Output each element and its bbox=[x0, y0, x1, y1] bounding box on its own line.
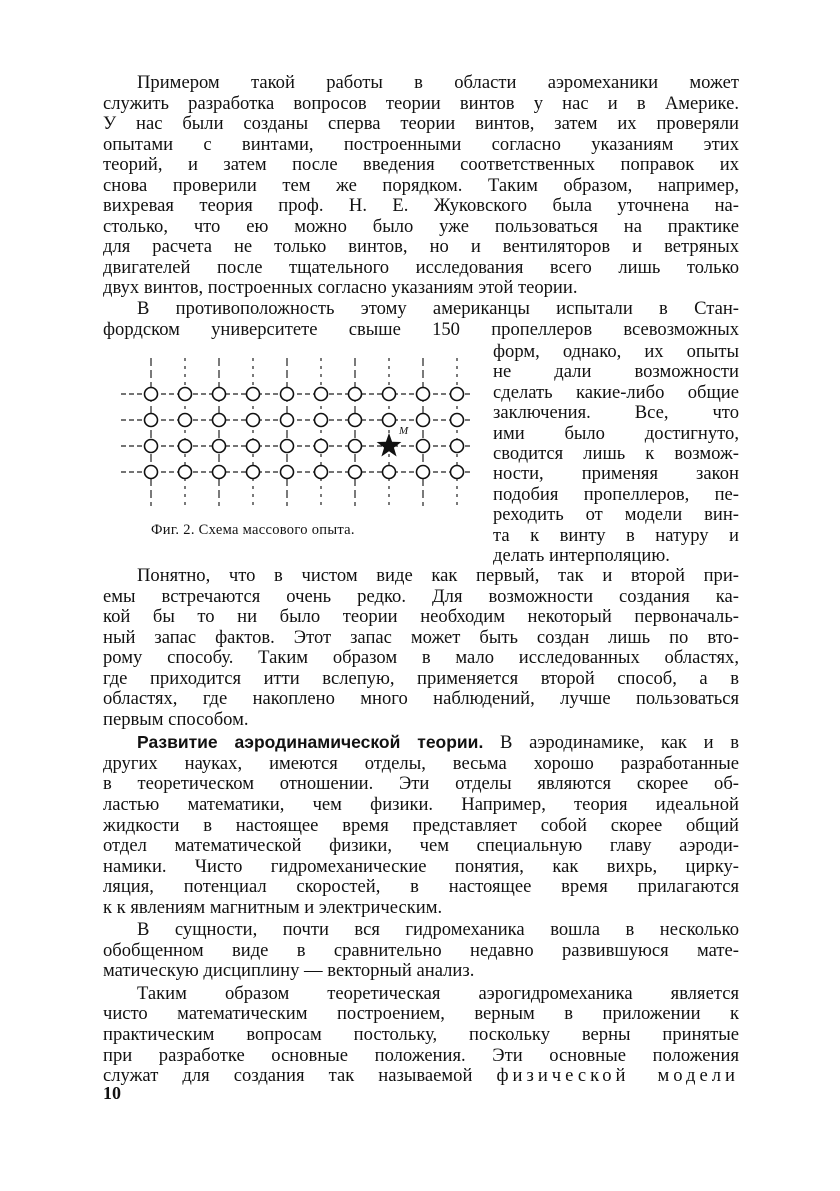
text-line: рому способу. Таким образом в мало исследованных областях, bbox=[103, 647, 739, 669]
grid-point-circle bbox=[349, 414, 362, 427]
text-line: Таким образом теоретическая аэрогидромеханика является bbox=[137, 982, 739, 1004]
grid-point-circle bbox=[179, 466, 192, 479]
paragraph-methods bbox=[103, 566, 739, 1087]
text-line: делать интерполяцию. bbox=[493, 545, 670, 567]
grid-point-circle bbox=[349, 466, 362, 479]
grid-point-circle bbox=[349, 388, 362, 401]
section-heading-line bbox=[103, 732, 739, 754]
text-line: в теоретическом отношении. Эти отделы являются скорее об- bbox=[103, 773, 739, 795]
page-number: 10 bbox=[103, 1083, 121, 1103]
text-line: ный запас фактов. Этот запас может быть создан лишь по вто- bbox=[103, 626, 739, 648]
grid-point-circle bbox=[315, 414, 328, 427]
grid-point-circle bbox=[315, 388, 328, 401]
grid-point-circle bbox=[247, 466, 260, 479]
text-line: опытами с винтами, построенными согласно указаниям этих bbox=[103, 133, 739, 155]
grid-point-circle bbox=[417, 388, 430, 401]
grid-point-circle bbox=[383, 466, 396, 479]
last-line-prefix: служат для создания так называемой bbox=[103, 1065, 473, 1087]
grid-point-circle bbox=[315, 440, 328, 453]
grid-point-circle bbox=[451, 414, 464, 427]
grid-point-circle bbox=[417, 466, 430, 479]
grid-point-circle bbox=[213, 388, 226, 401]
grid-point-circle bbox=[451, 440, 464, 453]
star-marker-icon bbox=[377, 433, 402, 457]
grid-point-circle bbox=[281, 388, 294, 401]
text-line: сделать какие-либо общие bbox=[493, 381, 739, 403]
text-line: В противоположность этому американцы испытали в Стан- bbox=[137, 298, 739, 320]
text-line: емы встречаются очень редко. Для возможности создания ка- bbox=[103, 585, 739, 607]
text-line: для расчета не только винтов, но и вентиляторов и ветряных bbox=[103, 236, 739, 258]
text-line: при разработке основные положения. Эти основные положения bbox=[103, 1044, 739, 1066]
section-first-line: В аэродинамике, как и в bbox=[500, 732, 739, 754]
grid-point-circle bbox=[145, 388, 158, 401]
grid-point-circle bbox=[247, 388, 260, 401]
text-line: где приходится итти вслепую, применяется второй способ, а в bbox=[103, 667, 739, 689]
text-line: жидкости в настоящее время представляет собой скорее общий bbox=[103, 814, 739, 836]
text-line: фордском университете свыше 150 пропеллеров всевозможных bbox=[103, 318, 739, 340]
grid-point-circle bbox=[281, 440, 294, 453]
text-line: других науках, имеются отделы, весьма хорошо разработанные bbox=[103, 752, 739, 774]
text-line: двух винтов, построенных согласно указаниям этой теории. bbox=[103, 277, 578, 299]
text-line: вихревая теория проф. Н. Е. Жуковского была уточнена на- bbox=[103, 195, 739, 217]
text-line: первым способом. bbox=[103, 708, 249, 730]
grid-point-circle bbox=[213, 440, 226, 453]
text-line: теорий, и затем после введения соответственных поправок их bbox=[103, 154, 739, 176]
grid-point-circle bbox=[451, 466, 464, 479]
text-line: сводится лишь к возмож- bbox=[493, 443, 739, 465]
text-line: матическую дисциплину — векторный анализ. bbox=[103, 960, 475, 982]
text-line-last bbox=[103, 1066, 739, 1087]
grid-point-circle bbox=[417, 440, 430, 453]
text-line: форм, однако, их опыты bbox=[493, 341, 739, 362]
grid-point-circle bbox=[179, 388, 192, 401]
figure-block bbox=[103, 342, 739, 588]
text-line: служить разработка вопросов теории винтов у нас и в Америке. bbox=[103, 92, 739, 114]
mass-experiment-diagram bbox=[111, 356, 471, 526]
text-line: У нас были созданы сперва теории винтов, затем их проверяли bbox=[103, 113, 739, 135]
text-line: практическим вопросам постольку, поскольку верны принятые bbox=[103, 1024, 739, 1046]
grid-point-circle bbox=[281, 466, 294, 479]
text-line: В сущности, почти вся гидромеханика вошла в несколько bbox=[137, 919, 739, 941]
text-line: ластью математики, чем физики. Например, теория идеальной bbox=[103, 794, 739, 816]
paragraph-propeller-theory bbox=[103, 73, 739, 340]
text-line: Примером такой работы в области аэромеханики может bbox=[137, 72, 739, 93]
text-line: заключения. Все, что bbox=[493, 402, 739, 424]
text-line: кой бы то ни было теории необходим некоторый первоначаль- bbox=[103, 606, 739, 628]
text-line: ности, применяя закон bbox=[493, 463, 739, 485]
grid-point-circle bbox=[145, 466, 158, 479]
figure-caption: Фиг. 2. Схема массового опыта. bbox=[151, 522, 355, 538]
star-label: М bbox=[399, 425, 409, 437]
text-line: обобщенном виде в сравнительно недавно развившуюся мате- bbox=[103, 939, 739, 961]
grid-point-circle bbox=[145, 414, 158, 427]
figure-side-text bbox=[493, 342, 739, 566]
grid-point-circle bbox=[417, 414, 430, 427]
grid-point-circle bbox=[247, 414, 260, 427]
grid-point-circle bbox=[247, 440, 260, 453]
text-line: не дали возможности bbox=[493, 361, 739, 383]
spaced-term: физической модели bbox=[496, 1065, 740, 1087]
text-line: Понятно, что в чистом виде как первый, так и второй при- bbox=[137, 565, 739, 586]
grid-point-circle bbox=[383, 414, 396, 427]
grid-point-circle bbox=[383, 388, 396, 401]
text-line: чисто математическим построением, верным в приложении к bbox=[103, 1003, 739, 1025]
text-line: столько, что ею можно было уже пользоваться на практике bbox=[103, 215, 739, 237]
grid-point-circle bbox=[451, 388, 464, 401]
grid-point-circle bbox=[145, 440, 158, 453]
text-line: областях, где накоплено много наблюдений, лучше пользоваться bbox=[103, 688, 739, 710]
text-line: намики. Чисто гидромеханические понятия, как вихрь, цирку- bbox=[103, 855, 739, 877]
text-line: снова проверили тем же порядком. Таким образом, например, bbox=[103, 174, 739, 196]
grid-point-circle bbox=[281, 414, 294, 427]
grid-point-circle bbox=[213, 414, 226, 427]
grid-point-circle bbox=[179, 440, 192, 453]
text-line: подобия пропеллеров, пе- bbox=[493, 483, 739, 505]
text-line: ляция, потенциал скоростей, в настоящее время прилагаются bbox=[103, 876, 739, 898]
text-line: ими было достигнуто, bbox=[493, 422, 739, 444]
text-line: та к винту в натуру и bbox=[493, 524, 739, 546]
section-heading: Развитие аэродинамической теории. bbox=[137, 732, 484, 753]
text-line: отдел математической физики, чем специальную главу аэроди- bbox=[103, 835, 739, 857]
grid-point-circle bbox=[213, 466, 226, 479]
grid-point-circle bbox=[315, 466, 328, 479]
text-line: к к явлениям магнитным и электрическим. bbox=[103, 896, 443, 918]
text-line: реходить от модели вин- bbox=[493, 504, 739, 526]
text-line: двигателей после тщательного исследования всего лишь только bbox=[103, 256, 739, 278]
grid-point-circle bbox=[179, 414, 192, 427]
grid-point-circle bbox=[349, 440, 362, 453]
